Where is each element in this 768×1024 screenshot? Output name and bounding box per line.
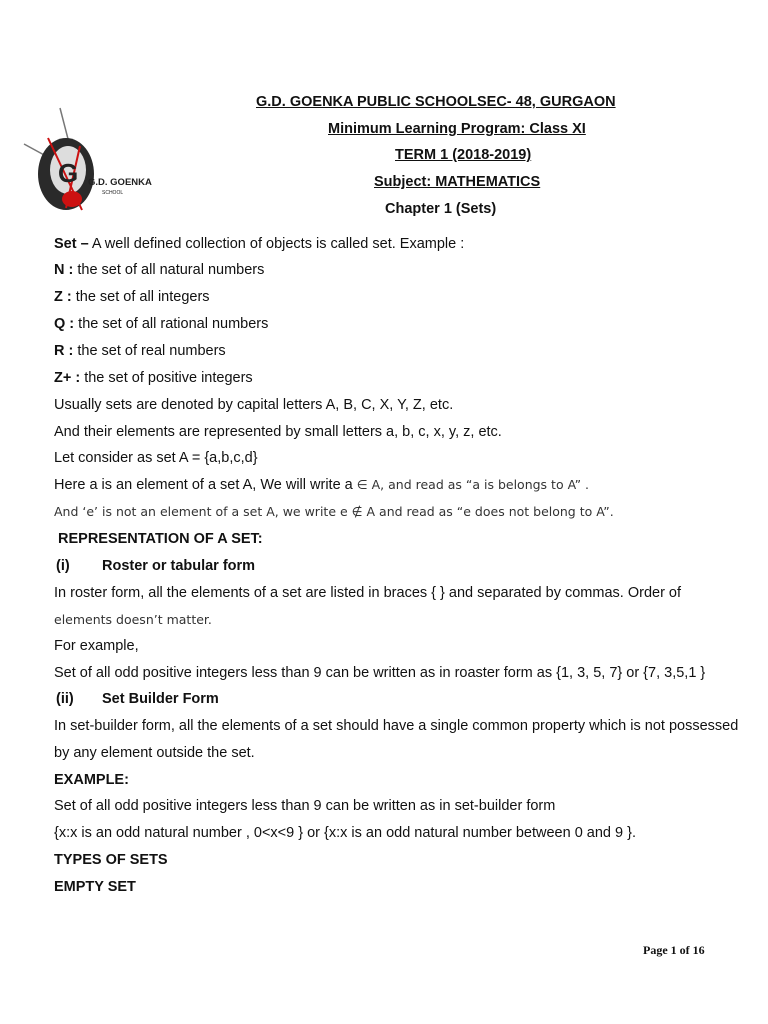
section-heading: EMPTY SET [54,879,136,895]
roster-number: (i) [56,558,70,574]
school-logo [22,104,152,216]
symbol-line: Z : the set of all integers [54,289,210,305]
text-line: Here a is an element of a set A, We will write a ∈ A, and read as “a is belongs to A” . [54,477,589,493]
school-title: G.D. GOENKA PUBLIC SCHOOLSEC- 48, GURGAON [256,94,616,110]
term-title: TERM 1 (2018-2019) [395,147,532,163]
text-line: Usually sets are denoted by capital letters A, B, C, X, Y, Z, etc. [54,397,454,413]
text-line: In roster form, all the elements of a set are listed in braces { } and separated by commas. Order of [54,585,682,601]
chapter-title: Chapter 1 (Sets) [385,201,497,217]
symbol-line: R : the set of real numbers [54,343,226,359]
text-line: And ‘e’ is not an element of a set A, we write e ∉ A and read as “e does not belong to A”. [54,504,614,519]
svg-text:G: G [58,158,79,188]
symbol-line: N : the set of all natural numbers [54,262,265,278]
program-title: Minimum Learning Program: Class XI [328,121,586,137]
text-line: {x:x is an odd natural number , 0<x<9 } or {x:x is an odd natural number between 0 and 9 }. [54,825,636,841]
builder-number: (ii) [56,691,74,707]
text-line: For example, [54,638,139,654]
svg-text:SCHOOL: SCHOOL [102,190,124,196]
roster-heading: Roster or tabular form [102,558,256,574]
page-number: Page 1 of 16 [643,943,705,957]
subject-title: Subject: MATHEMATICS [374,174,541,190]
text-line: And their elements are represented by small letters a, b, c, x, y, z, etc. [54,424,502,440]
svg-text:G.D. GOENKA: G.D. GOENKA [88,177,152,188]
text-line: Set of all odd positive integers less than 9 can be written as in roaster form as {1, 3, 5, 7} or {7, 3,5,1 } [54,665,706,681]
text-line: elements doesn’t matter. [54,612,212,627]
example-heading: EXAMPLE: [54,772,129,788]
builder-heading: Set Builder Form [102,691,219,707]
set-definition: Set – A well defined collection of objects is called set. Example : [54,236,465,252]
section-heading: REPRESENTATION OF A SET: [58,531,263,547]
section-heading: TYPES OF SETS [54,852,168,868]
text-line: Let consider as set A = {a,b,c,d} [54,450,258,466]
text-line: In set-builder form, all the elements of a set should have a single common property which is not possessed [54,718,739,734]
symbol-line: Q : the set of all rational numbers [54,316,269,332]
text-line: Set of all odd positive integers less than 9 can be written as in set-builder form [54,798,556,814]
text-line: by any element outside the set. [54,745,255,761]
symbol-line: Z+ : the set of positive integers [54,370,253,386]
